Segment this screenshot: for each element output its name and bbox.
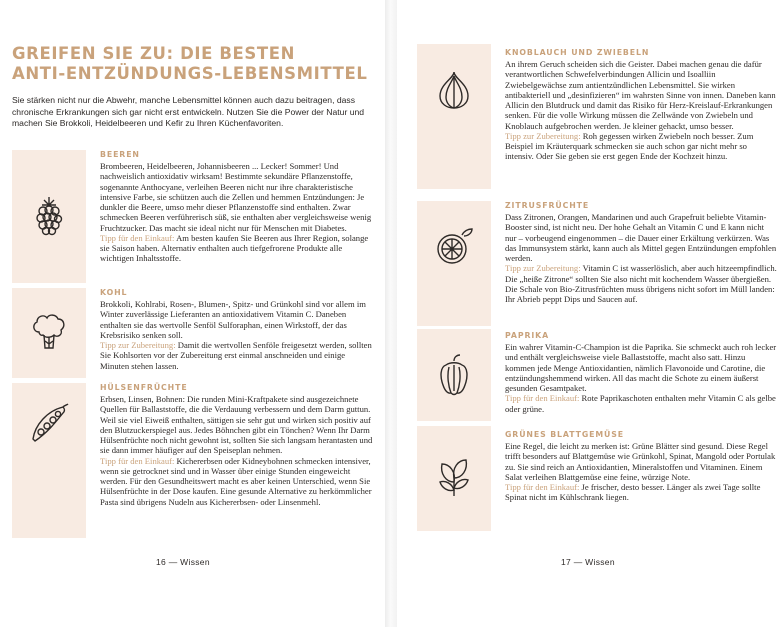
tip-text: Roh gegessen wirken Zwiebeln noch besser. Zum Beispiel im Kräuterquark schmecken sie auch schon gar nicht mehr so intensiv. Oder Sie geben sie erst gegen Ende der Kochzeit hinzu.: [505, 130, 754, 162]
section-body: [505, 59, 777, 162]
body-text: Brokkoli, Kohlrabi, Rosen-, Blumen-, Spitz- und Grünkohl sind vor allem im Winter zuverlässige Lieferanten an antioxidativem Vitamin C. Daneben enthalten sie das wertvolle Senföl Sulforaphan, einen Wirkstoff, der das Krebsrisiko senken soll.: [100, 299, 366, 340]
tip-label: Tipp zur Zubereitung:: [505, 130, 581, 141]
body-text: Brombeeren, Heidelbeeren, Johannisbeeren ... Lecker! Sommer! Und nachweislich antioxidativ wirksam! Bestimmte sekundäre Pflanzenstoffe, sogenannte Anthocyane, verleihen Beeren nicht nur ihre charakteristische intensive Farbe, sie schützen auch die Zellen und hemmen Entzündungen: Je dunkler die Beere, umso mehr dieser Pflanzenstoffe sind enthalten. Zwar schmecken Beeren verführerisch süß, sie enthalten aber vergleichsweise wenig Fruchtzucker. Das macht sie ideal nicht nur für Menschen mit Diabetes.: [100, 161, 372, 233]
section-body: [505, 212, 777, 304]
page-number-right: 17 — Wissen: [561, 557, 615, 567]
section-body: [100, 299, 375, 371]
tip-text: Rote Paprikaschoten enthalten mehr Vitamin C als gelbe oder grüne.: [505, 393, 776, 414]
left-page: [0, 0, 385, 627]
page-number-left: 16 — Wissen: [156, 557, 210, 567]
section-kohl: [100, 288, 375, 371]
body-text: Ein wahrer Vitamin-C-Champion ist die Paprika. Sie schmeckt auch roh lecker und enthält vergleichsweise viele Ballaststoffe, macht also satt. Hinzu kommen jede Menge Antioxidantien, nämlich Flavonoide und Carotine, die entzündungshemmend wirken. All das macht die Schote zu einem äußerst gesunden Gesamtpaket.: [505, 342, 777, 393]
broccoli-icon: [25, 308, 73, 356]
berries-icon-box: [12, 150, 86, 283]
section-body: [100, 394, 375, 507]
cabbage-icon-box: [12, 288, 86, 378]
leafy-greens-icon-box: [417, 426, 491, 531]
section-knoblauch-zwiebeln: [505, 48, 777, 162]
body-text: An ihrem Geruch scheiden sich die Geister. Dabei machen genau die dafür verantwortlichen Schwefelverbindungen Allicin und Isoalliin Zwiebelgewächse zum antientzündlichen Lebensmittel. Sie wirken antibakteriell und „desinfizieren“ im wahrsten Sinne von innen. Daneben kann Allicin den Blutdruck und damit das Risiko für Herz-Kreislauf-Erkrankungen senken. Für die volle Wirkung müssen die Zellwände von Zwiebeln und Knoblauch aufgebrochen werden. Je kleiner gehackt, umso besser.: [505, 59, 776, 131]
pea-pod-icon: [25, 399, 73, 447]
section-heading: PAPRIKA: [505, 331, 550, 340]
body-text: Eine Regel, die leicht zu merken ist: Grüne Blätter sind gesund. Diese Regel trifft besonders auf Blattgemüse wie Grünkohl, Spinat, Mangold oder Portulak zu. Sie sind reich an Antioxidantien, Mineralstoffen und Vitaminen. Einem Salat verleihen Blattgemüse eine feine, würzige Note.: [505, 441, 776, 482]
section-heading: KNOBLAUCH UND ZWIEBELN: [505, 48, 650, 57]
tip-label: Tipp für den Einkauf:: [100, 455, 175, 466]
leafy-greens-icon: [430, 452, 478, 500]
tip-label: Tipp zur Zubereitung:: [100, 340, 176, 350]
section-heading: BEEREN: [100, 150, 140, 159]
onion-icon-box: [417, 44, 491, 189]
section-paprika: [505, 331, 777, 414]
tip-label: Tipp für den Einkauf:: [505, 482, 580, 492]
book-gutter: [385, 0, 397, 627]
bell-pepper-icon: [430, 351, 478, 399]
section-heading: HÜLSENFRÜCHTE: [100, 383, 188, 392]
body-text: Dass Zitronen, Orangen, Mandarinen und auch Grapefruit beliebte Vitamin-Booster sind, ist nicht neu. Der hohe Gehalt an Vitamin C und E kann nicht nur – vorbeugend eingenommen – die Dauer einer Erkältung verkürzen. Was das Immunsystem stärkt, kann auch als Mittel gegen Entzündungen empfohlen werden.: [505, 212, 777, 263]
section-body: [100, 161, 375, 264]
citrus-icon-box: [417, 201, 491, 326]
tip-text: Damit die wertvollen Senföle freigesetzt werden, sollten Sie Kohlsorten vor der Zubereitung erst einmal anschneiden und einige Minuten stehen lassen.: [100, 340, 372, 371]
title-line-1: GREIFEN SIE ZU: DIE BESTEN: [12, 44, 296, 63]
page-title: [12, 44, 372, 84]
section-beeren: [100, 150, 375, 264]
raspberry-icon: [25, 192, 73, 240]
citrus-icon: [430, 221, 478, 269]
right-page: [397, 0, 784, 627]
tip-text: Vitamin C ist wasserlöslich, aber auch hitzeempfindlich. Die „heiße Zitrone“ sollten Sie also nicht mit kochendem Wasser übergießen. Die Schale von Bio-Zitrusfrüchten muss übrigens nicht sofort im Müll landen: Ihr Abrieb peppt Dips und Saucen auf.: [505, 263, 777, 304]
body-text: Erbsen, Linsen, Bohnen: Die runden Mini-Kraftpakete sind ausgezeichnete Quellen für Ballaststoffe, die die Verdauung verbessern und dem Darm guttun. Weil sie viel Eiweiß enthalten, sättigen sie sehr gut und wirken sich positiv auf den Blutzuckerspiegel aus. Jedes Böhnchen gibt ein Tönchen? Wenn Ihr Darm Hülsenfrüchte noch nicht gewohnt ist, sollten Sie sich langsam herantasten und sie dann immer häufiger auf den Speiseplan nehmen.: [100, 394, 373, 456]
tip-text: Je frischer, desto besser. Länger als zwei Tage sollte Spinat nicht im Kühlschrank liegen.: [505, 482, 761, 503]
section-zitrusfruechte: [505, 201, 777, 304]
onion-icon: [430, 66, 478, 114]
section-gruenes-blattgemuese: [505, 430, 777, 503]
section-huelsenfruechte: [100, 383, 375, 507]
tip-label: Tipp für den Einkauf:: [505, 393, 580, 404]
tip-text: Kichererbsen oder Kidneybohnen schmecken intensiver, wenn sie getrocknet sind und in Wasser über einige Stunden eingeweicht werden. Für den Gesundheitswert macht es aber keinen Unterschied, wenn Sie Hülsenfrüchte in der Dose kaufen. Eine gesunde Alternative zu herkömmlicher Pasta sind übrigens Nudeln aus Kichererbsen- oder Linsenmehl.: [100, 455, 372, 507]
section-heading: GRÜNES BLATTGEMÜSE: [505, 430, 625, 439]
section-heading: ZITRUSFRÜCHTE: [505, 201, 590, 210]
legumes-icon-box: [12, 383, 86, 538]
pepper-icon-box: [417, 329, 491, 421]
title-line-2: ANTI-ENTZÜNDUNGS-LEBENSMITTEL: [12, 64, 368, 83]
tip-label: Tipp für den Einkauf:: [100, 232, 175, 243]
section-body: [505, 441, 777, 503]
section-heading: KOHL: [100, 288, 128, 297]
tip-label: Tipp zur Zubereitung:: [505, 263, 581, 274]
section-body: [505, 342, 777, 414]
intro-paragraph: Sie stärken nicht nur die Abwehr, manche Lebensmittel können auch dazu beitragen, dass chronische Erkrankungen sich gar nicht erst entwickeln. Nutzen Sie die Power der Natur und machen Sie Brokkoli, Heidelbeeren und Kefir zu Ihren Küchenfavoriten.: [12, 95, 365, 129]
tip-text: Am besten kaufen Sie Beeren aus Ihrer Region, solange sie Saison haben. Alternativ enthalten auch tiefgefrorene Produkte alle wichtigen Inhaltsstoffe.: [100, 232, 369, 264]
